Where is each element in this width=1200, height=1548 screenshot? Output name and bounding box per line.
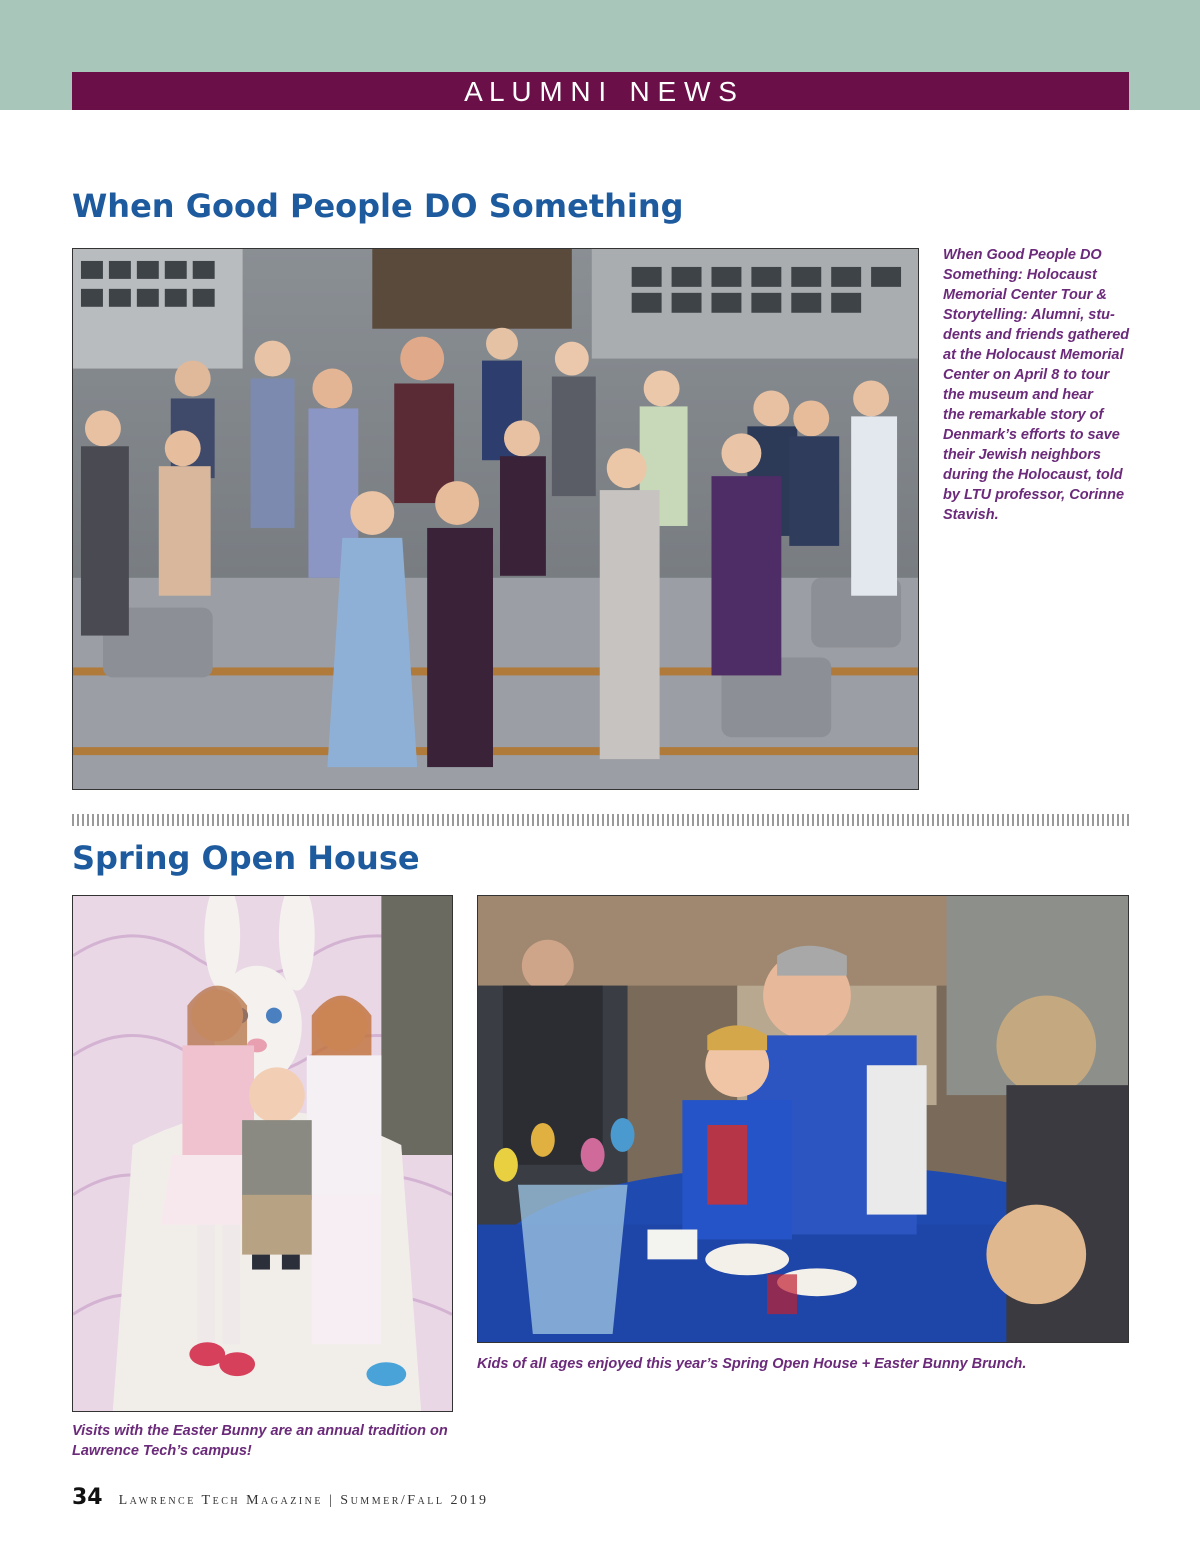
caption-line: the museum and hear [943,387,1093,403]
section-divider [72,814,1129,826]
caption-line: Lawrence Tech’s campus! [72,1443,252,1459]
caption-line: Stavish. [943,507,999,523]
caption-line: Center on April 8 to tour [943,367,1110,383]
caption-line: When Good People DO [943,247,1102,263]
caption-line: Memorial Center Tour & [943,287,1107,303]
section-banner: A L U M N I N E W S [72,72,1129,110]
group-photo [72,248,919,790]
caption-line: during the Holocaust, told [943,467,1123,483]
caption-line: the remarkable story of [943,407,1104,423]
caption-line: at the Holocaust Memorial [943,347,1124,363]
caption-line: by LTU professor, Corinne [943,487,1125,503]
caption-line: dents and friends gathered [943,327,1130,343]
publication-info: Lawrence Tech Magazine | Summer/Fall 2019 [118,1493,489,1508]
caption-line: their Jewish neighbors [943,447,1101,463]
holocaust-caption [943,245,1138,525]
page-number: 34 [72,1485,103,1510]
easter-bunny-photo [72,895,453,1412]
brunch-caption: Kids of all ages enjoyed this year’s Spring Open House + Easter Bunny Brunch. [477,1356,1027,1372]
caption-line: Denmark’s efforts to save [943,427,1120,443]
page-footer [72,1485,488,1515]
easter-bunny-caption [72,1421,467,1461]
caption-line: Storytelling: Alumni, stu- [943,307,1115,323]
caption-line: Visits with the Easter Bunny are an annual tradition on [72,1423,448,1439]
article-title-open-house: Spring Open House [72,839,420,877]
article-title-holocaust: When Good People DO Something [72,187,684,225]
caption-line: Something: Holocaust [943,267,1097,283]
brunch-photo [477,895,1129,1343]
